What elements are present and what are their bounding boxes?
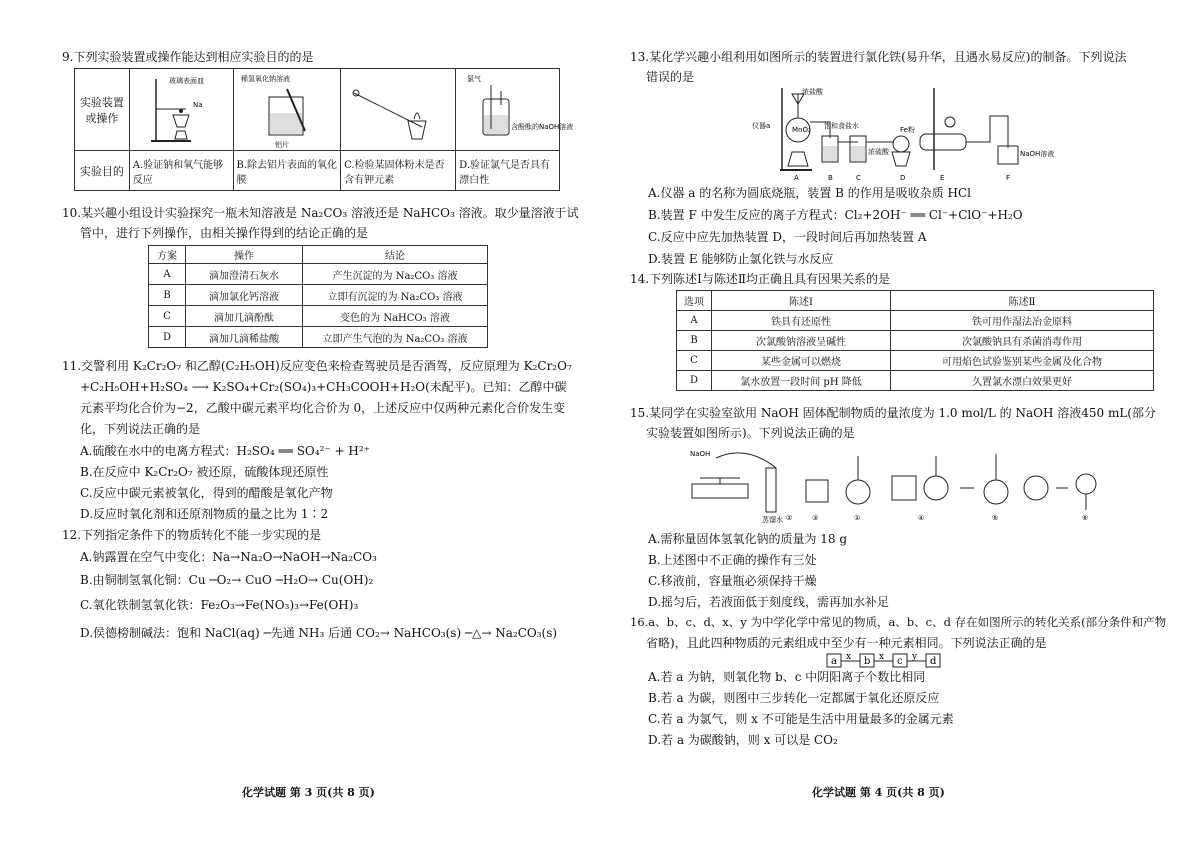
step-label: ②: [786, 514, 793, 522]
q15-procedure-diagram: [686, 444, 1116, 524]
q10-line2: 管中，进行下列操作，由相关操作得到的结论正确的是: [80, 226, 369, 240]
q14-table: [676, 290, 1154, 391]
q16-option-a: A.若 a 为钠，则氧化物 b、c 中阴阳离子个数比相同: [648, 670, 926, 684]
q10-cell: 立即有沉淀的为 Na₂CO₃ 溶液: [303, 285, 488, 306]
q9-purpose-c: C.检验某固体粉末是否含有钾元素: [341, 151, 456, 191]
q10-cell: 变色的为 NaHCO₃ 溶液: [303, 306, 488, 327]
label-naoh: NaOH溶液: [1020, 150, 1055, 158]
right-page: [600, 0, 1200, 848]
q16-option-b: B.若 a 为碳，则图中三步转化一定都属于氧化还原反应: [648, 691, 940, 705]
q10-cell: 产生沉淀的为 Na₂CO₃ 溶液: [303, 264, 488, 285]
q12-option-c: C.氧化铁制氢氧化铁：Fe₂O₃→Fe(NO₃)₃→Fe(OH)₃: [80, 598, 359, 612]
q11-line2: +C₂H₅OH+H₂SO₄ ⟶ K₂SO₄+Cr₂(SO₄)₃+CH₃COOH+H₂O(未配平)。已知：乙醇中碳: [80, 380, 567, 394]
q14-cell: D: [677, 371, 712, 391]
table-row: [677, 331, 1154, 351]
step-label: ⑤: [992, 514, 999, 522]
q10-table: [148, 245, 488, 348]
q13-option-d: D.装置 E 能够防止氯化铁与水反应: [648, 252, 834, 266]
q9-purpose-b: B.除去铝片表面的氧化膜: [233, 151, 341, 191]
q11-line1: 11.交警利用 K₂Cr₂O₇ 和乙醇(C₂H₅OH)反应变色来检查驾驶员是否酒驾，反应原理为 K₂Cr₂O₇: [62, 359, 572, 373]
q9-apparatus-b: [233, 69, 341, 151]
step-label: ④: [918, 514, 925, 522]
q14-cell: 可用焰色试验鉴别某些金属及化合物: [891, 351, 1154, 371]
q11-line3: 元素平均化合价为−2，乙酸中碳元素平均化合价为 0，上述反应中仅两种元素化合价发生变: [80, 401, 566, 415]
q10-cell: D: [149, 327, 186, 348]
page-footer-left: 化学试题 第 3 页(共 8 页): [242, 786, 375, 799]
q16-option-d: D.若 a 为碳酸钠，则 x 可以是 CO₂: [648, 733, 838, 747]
q15-option-c: C.移液前，容量瓶必须保持干燥: [648, 574, 817, 588]
q10-cell: C: [149, 306, 186, 327]
table-row: [677, 311, 1154, 331]
label-letter: A: [794, 174, 799, 182]
q11-line4: 化，下列说法正确的是: [80, 422, 201, 436]
apparatus-c-drawing: [342, 71, 454, 149]
label-naoh-solid: NaOH: [690, 450, 711, 458]
q9-row2-header: 实验目的: [75, 151, 130, 191]
q15-line1: 15.某同学在实验室欲用 NaOH 固体配制物质的量浓度为 1.0 mol/L 的 NaOH 溶液450 mL(部分: [630, 406, 1156, 420]
q12-option-d: D.侯德榜制碱法：饱和 NaCl(aq) ─先通 NH₃ 后通 CO₂→ NaHCO₃(s) ─△→ Na₂CO₃(s): [80, 626, 558, 640]
q11-option-c: C.反应中碳元素被氧化，得到的醋酸是氧化产物: [80, 486, 333, 500]
arrow-x2: x: [879, 652, 885, 662]
q15-option-b: B.上述图中不正确的操作有三处: [648, 553, 817, 567]
q10-cell: 立即产生气泡的为 Na₂CO₃ 溶液: [303, 327, 488, 348]
q14-cell: 某些金属可以燃烧: [712, 351, 891, 371]
q10-header-0: 方案: [149, 246, 186, 264]
q14-cell: 次氯酸钠溶液呈碱性: [712, 331, 891, 351]
q15-option-d: D.摇匀后，若液面低于刻度线，需再加水补足: [648, 595, 890, 609]
q11-option-b: B.在反应中 K₂Cr₂O₇ 被还原，硫酸体现还原性: [80, 465, 329, 479]
box-c: c: [897, 656, 903, 667]
q15-option-a: A.需称量固体氢氧化钠的质量为 18 g: [648, 532, 848, 546]
q16-line1: 16.a、b、c、d、x、y 为中学化学中常见的物质，a、b、c、d 存在如图所示的转化关系(部分条件和产物: [630, 615, 1167, 629]
q9-row1-header: 实验装置或操作: [75, 69, 130, 151]
q10-header-1: 操作: [186, 246, 303, 264]
label-letter: C: [856, 174, 861, 182]
q14-cell: B: [677, 331, 712, 351]
q13-line2: 错误的是: [646, 70, 695, 84]
label-b1: 稀氢氧化钠溶液: [240, 75, 290, 83]
apparatus-d-drawing: [457, 71, 574, 149]
q14-stem: 14.下列陈述Ⅰ与陈述Ⅱ均正确且具有因果关系的是: [630, 272, 890, 286]
q9-apparatus-a: [129, 69, 233, 151]
box-b: b: [864, 656, 871, 667]
q14-cell: C: [677, 351, 712, 371]
q14-cell: 久置氯水漂白效果更好: [891, 371, 1154, 391]
q13-option-c: C.反应中应先加热装置 D，一段时间后再加热装置 A: [648, 230, 927, 244]
q10-cell: 滴加澄清石灰水: [186, 264, 303, 285]
table-row: [149, 327, 488, 348]
label-a2: Na: [192, 101, 203, 109]
table-row: [677, 351, 1154, 371]
label-letter: B: [828, 174, 833, 182]
table-row: [149, 285, 488, 306]
q14-header-2: 陈述Ⅱ: [891, 291, 1154, 311]
q14-header-1: 陈述Ⅰ: [712, 291, 891, 311]
q10-header-2: 结论: [303, 246, 488, 264]
q9-apparatus-c: [341, 69, 456, 151]
label-d1: 氯气: [467, 75, 482, 83]
q16-line2: 省略)，且此四种物质的元素组成中至少有一种元素相同。下列说法正确的是: [646, 636, 1047, 650]
q10-cell: 滴加几滴稀盐酸: [186, 327, 303, 348]
q10-cell: B: [149, 285, 186, 306]
q12-stem: 12.下列指定条件下的物质转化不能一步实现的是: [62, 528, 322, 542]
q14-cell: 氯水放置一段时间 pH 降低: [712, 371, 891, 391]
step-label: ③: [812, 514, 819, 522]
q10-cell: A: [149, 264, 186, 285]
q15-line2: 实验装置如图所示)。下列说法正确的是: [646, 426, 855, 440]
q14-header-0: 选项: [677, 291, 712, 311]
page-footer-right: 化学试题 第 4 页(共 8 页): [812, 786, 945, 799]
q13-apparatus-diagram: [750, 82, 1055, 182]
label-mno2: MnO₂: [792, 126, 811, 134]
q14-cell: 次氯酸钠具有杀菌消毒作用: [891, 331, 1154, 351]
q12-option-b: B.由铜制氢氧化铜：Cu ─O₂→ CuO ─H₂O→ Cu(OH)₂: [80, 573, 374, 587]
q14-cell: 铁具有还原性: [712, 311, 891, 331]
box-a: a: [831, 656, 837, 667]
q13-option-a: A.仪器 a 的名称为圆底烧瓶，装置 B 的作用是吸收杂质 HCl: [648, 186, 972, 200]
table-row: [149, 306, 488, 327]
apparatus-b-drawing: [235, 71, 339, 149]
table-row: [149, 264, 488, 285]
label-sat-nacl: 饱和食盐水: [824, 122, 859, 130]
label-letter: D: [900, 174, 906, 182]
q10-line1: 10.某兴趣小组设计实验探究一瓶未知溶液是 Na₂CO₃ 溶液还是 NaHCO₃ 溶液。取少量溶液于试: [62, 206, 579, 220]
q9-purpose-a: A.验证钠和氧气能够反应: [129, 151, 233, 191]
q12-option-a: A.钠露置在空气中变化：Na→Na₂O→NaOH→Na₂CO₃: [80, 550, 377, 564]
q10-cell: 滴加几滴酚酞: [186, 306, 303, 327]
label-d2: 含酚酞的NaOH溶液: [511, 123, 574, 131]
label-conc-h2so4: 浓硫酸: [868, 148, 889, 156]
step-label: ⑥: [1082, 514, 1089, 522]
arrow-y: y: [912, 652, 918, 662]
q9-purpose-d: D.验证氯气是否具有漂白性: [456, 151, 560, 191]
q13-option-b: B.装置 F 中发生反应的离子方程式：Cl₂+2OH⁻ ══ Cl⁻+ClO⁻+H₂O: [648, 208, 1023, 222]
q11-option-d: D.反应时氧化剂和还原剂物质的量之比为 1∶2: [80, 507, 329, 521]
label-conc-hcl: 浓盐酸: [802, 88, 823, 96]
label-device-a: 仪器a: [752, 122, 771, 130]
q9-table: [74, 68, 574, 191]
label-letter: F: [1006, 174, 1011, 182]
arrow-x1: x: [846, 652, 852, 662]
q11-option-a: A.硫酸在水中的电离方程式：H₂SO₄ ══ SO₄²⁻ + H²⁺: [80, 444, 371, 458]
label-b2: 铝片: [274, 141, 289, 149]
label-letter: E: [940, 174, 945, 182]
q14-cell: 铁可用作湿法冶金原料: [891, 311, 1154, 331]
q9-apparatus-d: [456, 69, 574, 151]
q16-option-c: C.若 a 为氯气，则 x 不可能是生活中用量最多的金属元素: [648, 712, 954, 726]
q10-cell: 滴加氯化钙溶液: [186, 285, 303, 306]
label-a1: 玻璃表面皿: [168, 77, 204, 85]
apparatus-a-drawing: [131, 71, 231, 149]
q13-line1: 13.某化学兴趣小组利用如图所示的装置进行氯化铁(易升华，且遇水易反应)的制备。下列说法: [630, 50, 1127, 64]
label-fe: Fe粉: [900, 126, 915, 134]
label-water: 蒸馏水: [762, 516, 783, 524]
step-label: ①: [854, 514, 861, 522]
table-row: [677, 371, 1154, 391]
q14-cell: A: [677, 311, 712, 331]
box-d: d: [930, 656, 937, 667]
q9-stem: 9.下列实验装置或操作能达到相应实验目的的是: [62, 50, 314, 64]
